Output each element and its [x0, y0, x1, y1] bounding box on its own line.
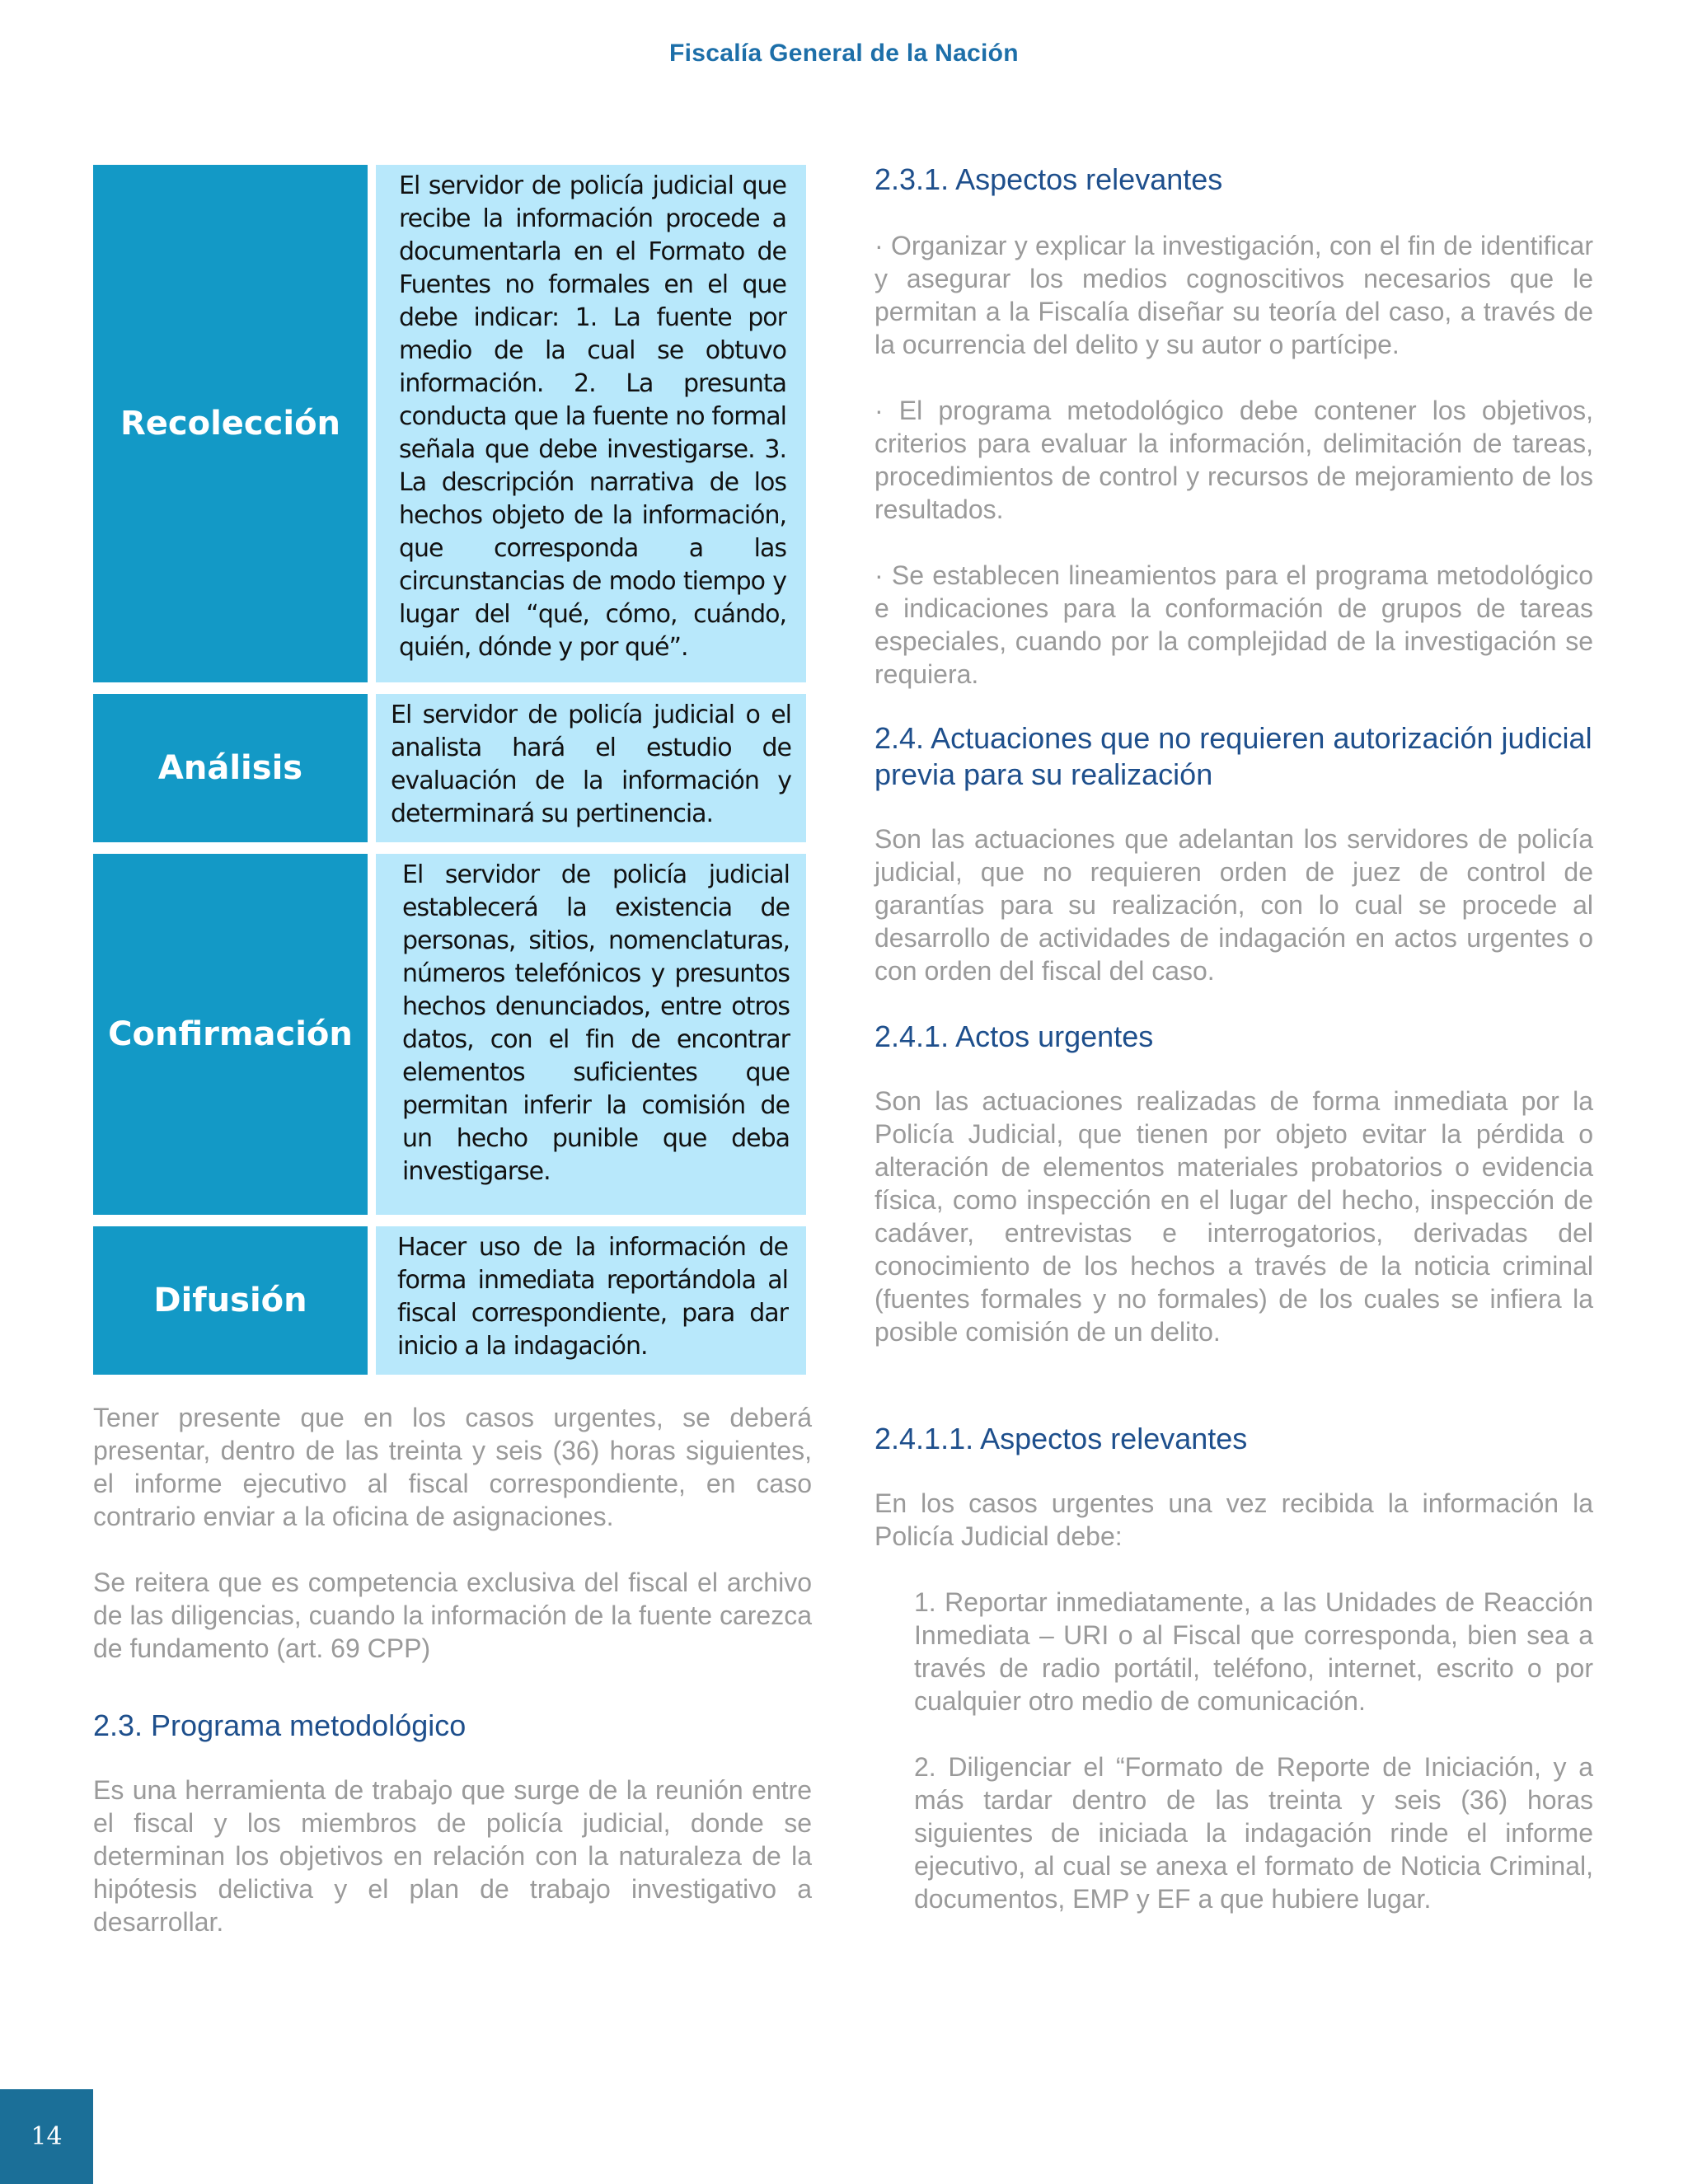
paragraph-actuaciones: Son las actuaciones que adelantan los servidores de policía judicial, que no requieren orden de juez de control de garantías para su realización, con lo cual se procede al desarrollo de actividades de indagación en actos urgentes o con orden del fiscal del caso. [874, 824, 1593, 986]
section-heading-actuaciones: 2.4. Actuaciones que no requieren autorización judicial previa para su realización [874, 721, 1592, 791]
row-description: Hacer uso de la información de forma inmediata reportándola al fiscal correspondiente, para dar inicio a la indagación. [376, 1226, 806, 1375]
paragraph-competencia-fiscal: Se reitera que es competencia exclusiva del fiscal el archivo de las diligencias, cuando la información de la fuente carezca de fundamento (art. 69 CPP) [93, 1568, 812, 1663]
row-label: Confirmación [93, 854, 368, 1215]
process-table [93, 165, 806, 1386]
list-item-diligenciar: 2. Diligenciar el “Formato de Reporte de Iniciación, y a más tardar dentro de las treinta y seis (36) horas siguientes de iniciada la indagación rinde el informe ejecutivo, al cual se anexa el formato de Noticia Criminal, documentos, EMP y EF a que hubiere lugar. [914, 1752, 1593, 1914]
paragraph-casos-urgentes-intro: En los casos urgentes una vez recibida la información la Policía Judicial debe: [874, 1488, 1593, 1551]
list-item-reportar: 1. Reportar inmediatamente, a las Unidades de Reacción Inmediata – URI o al Fiscal que corresponda, bien sea a través de radio portátil, teléfono, internet, escrito o por cualquier otro medio de comunicación. [914, 1587, 1593, 1716]
table-row-confirmacion [93, 854, 806, 1215]
table-row-difusion [93, 1226, 806, 1375]
row-description: El servidor de policía judicial o el analista hará el estudio de evaluación de la información y determinará su pertinencia. [376, 694, 806, 842]
section-heading-programa-metodologico: 2.3. Programa metodológico [93, 1708, 467, 1742]
section-heading-actos-urgentes: 2.4.1. Actos urgentes [874, 1019, 1154, 1053]
section-heading-aspectos-relevantes-2: 2.4.1.1. Aspectos relevantes [874, 1422, 1248, 1455]
page-number: 14 [30, 2122, 63, 2151]
bullet-organizar: · Organizar y explicar la investigación, con el fin de identificar y asegurar los medios cognoscitivos necesarios que le permitan a la Fiscalía diseñar su teoría del caso, a través de la ocurrencia del delito y su autor o partícipe. [874, 231, 1593, 359]
paragraph-programa-metodologico: Es una herramienta de trabajo que surge de la reunión entre el fiscal y los miembros de policía judicial, donde se determinan los objetivos en relación con la naturaleza de la hipótesis delictiva y el plan de trabajo investigativo a desarrollar. [93, 1775, 812, 1937]
row-label: Análisis [93, 694, 368, 842]
paragraph-actos-urgentes: Son las actuaciones realizadas de forma inmediata por la Policía Judicial, que tienen por objeto evitar la pérdida o alteración de elementos materiales probatorios o evidencia física, como inspección en el lugar del hecho, inspección de cadáver, entrevistas e interrogatorios, derivadas del conocimiento de los hechos a través de la noticia criminal (fuentes formales y no formales) de los cuales se infiera la posible comisión de un delito. [874, 1086, 1593, 1347]
row-description: El servidor de policía judicial establecerá la existencia de personas, sitios, nomenclaturas, números telefónicos y presuntos hechos denunciados, entre otros datos, con el fin de encontrar elementos suficientes que permitan inferir la comisión de un hecho punible que deba investigarse. [376, 854, 806, 1215]
row-label: Difusión [93, 1226, 368, 1375]
paragraph-casos-urgentes: Tener presente que en los casos urgentes, se deberá presentar, dentro de las treinta y seis (36) horas siguientes, el informe ejecutivo al fiscal correspondiente, en caso contrario enviar a la oficina de asignaciones. [93, 1403, 812, 1531]
bullet-lineamientos: · Se establecen lineamientos para el programa metodológico e indicaciones para la conformación de grupos de tareas especiales, cuando por la complejidad de la investigación se requiera. [874, 560, 1593, 689]
page-number-box [0, 2089, 93, 2184]
bullet-programa-contener: · El programa metodológico debe contener los objetivos, criterios para evaluar la información, delimitación de tareas, procedimientos de control y recursos de mejoramiento de los resultados. [874, 396, 1593, 524]
table-row-recoleccion [93, 165, 806, 682]
left-column [93, 1401, 812, 1938]
right-column [874, 162, 1593, 1915]
row-label: Recolección [93, 165, 368, 682]
page-header-title: Fiscalía General de la Nación [669, 40, 1019, 67]
table-row-analisis [93, 694, 806, 842]
section-heading-aspectos-relevantes: 2.3.1. Aspectos relevantes [874, 162, 1223, 196]
row-description: El servidor de policía judicial que recibe la información procede a documentarla en el Formato de Fuentes no formales en el que debe indicar: 1. La fuente por medio de la cual se obtuvo información. 2. La presunta conducta que la fuente no formal señala que debe investigarse. 3. La descripción narrativa de los hechos objeto de la información, que corresponda a las circunstancias de modo tiempo y lugar del “qué, cómo, cuándo, quién, dónde y por qué”. [376, 165, 806, 682]
